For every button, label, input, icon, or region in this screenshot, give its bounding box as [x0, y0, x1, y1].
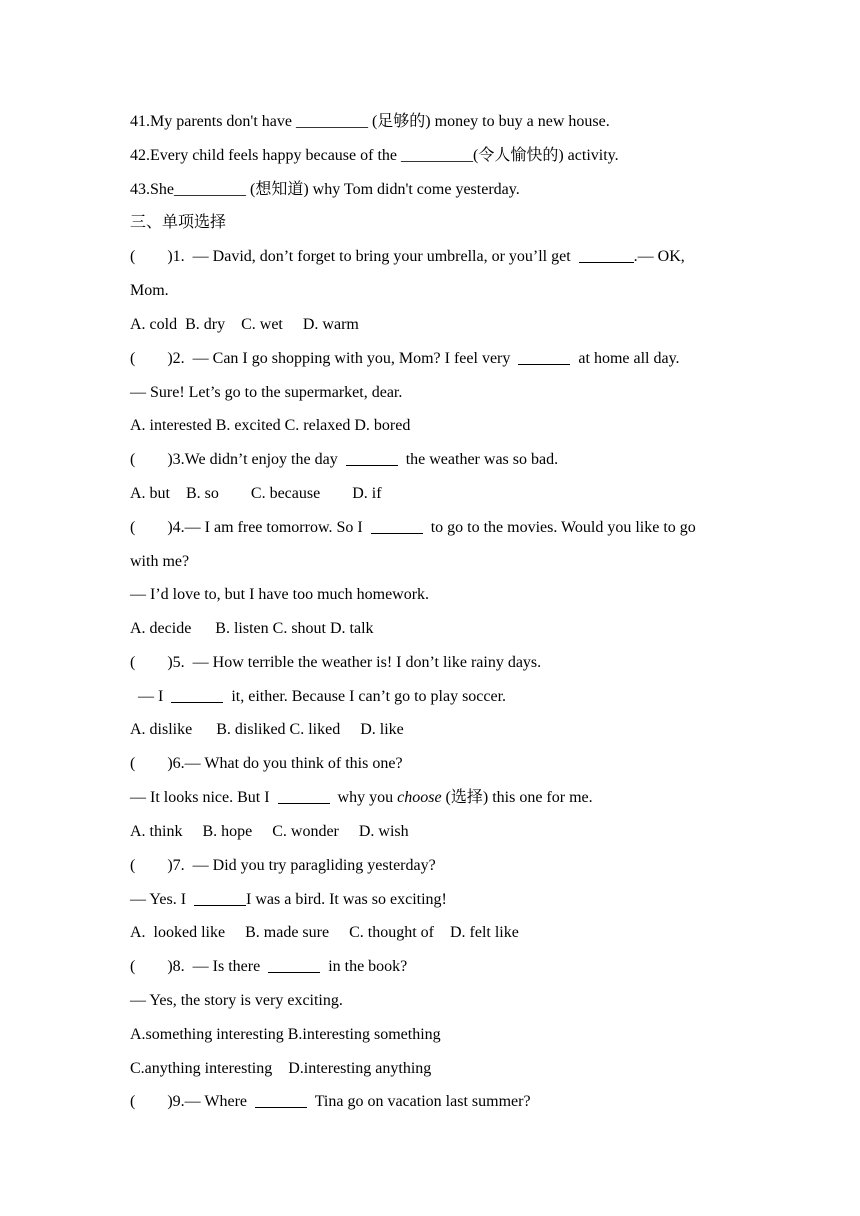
question-stem: We didn’t enjoy the day — [184, 451, 338, 468]
question-stem-end: Tina go on vacation last summer? — [314, 1093, 531, 1110]
answer-blank — [346, 449, 398, 466]
reply-end: I was a bird. It was so exciting! — [246, 891, 447, 908]
question-number: )5. — [167, 654, 185, 671]
question-stem: — David, don’t forget to bring your umbrella, or you’ll get — [192, 248, 571, 265]
question-stem: — Is there — [192, 958, 261, 975]
question-number: )7. — [167, 857, 185, 874]
answer-blank — [194, 889, 246, 906]
question-4 — [130, 517, 696, 539]
question-9 — [130, 1091, 531, 1113]
answer-blank — [518, 348, 570, 365]
question-stem-end: at home all day. — [578, 350, 680, 367]
question-number: )1. — [167, 248, 185, 265]
question-6 — [130, 753, 403, 775]
question-4-options: A. decide B. listen C. shout D. talk — [130, 620, 374, 637]
question-number: 41. — [130, 113, 150, 130]
question-stem-end: in the book? — [328, 958, 408, 975]
question-2-reply: — Sure! Let’s go to the supermarket, dear. — [130, 384, 403, 401]
italic-word: choose — [397, 789, 442, 806]
answer-blank — [579, 246, 634, 263]
fill-in-42 — [130, 145, 619, 167]
reply-end: (选择) this one for me. — [445, 789, 593, 806]
question-3 — [130, 449, 558, 471]
question-6-reply — [130, 787, 593, 809]
question-text: My parents don't have _________ (足够的) money to buy a new house. — [150, 113, 610, 130]
question-text: She_________ (想知道) why Tom didn't come yesterday. — [150, 181, 520, 198]
question-2-options: A. interested B. excited C. relaxed D. bored — [130, 417, 411, 434]
question-1 — [130, 246, 685, 268]
question-5-options: A. dislike B. disliked C. liked D. like — [130, 721, 404, 738]
question-8 — [130, 956, 407, 978]
question-8-options-a: A.something interesting B.interesting something — [130, 1026, 441, 1043]
question-number: )6. — [167, 755, 185, 772]
question-8-options-b: C.anything interesting D.interesting anything — [130, 1060, 432, 1077]
reply-end: it, either. Because I can’t go to play soccer. — [231, 688, 507, 705]
answer-paren: ( — [130, 755, 136, 772]
question-stem: — How terrible the weather is! I don’t like rainy days. — [192, 654, 542, 671]
question-number: )4. — [167, 519, 185, 536]
question-number: )3. — [167, 451, 185, 468]
answer-paren: ( — [130, 1093, 136, 1110]
question-stem: — I am free tomorrow. So I — [184, 519, 363, 536]
question-4-continued: with me? — [130, 553, 190, 570]
question-number: )9. — [167, 1093, 185, 1110]
answer-paren: ( — [130, 519, 136, 536]
answer-paren: ( — [130, 654, 136, 671]
question-3-options: A. but B. so C. because D. if — [130, 485, 382, 502]
question-6-options: A. think B. hope C. wonder D. wish — [130, 823, 409, 840]
question-stem: — Did you try paragliding yesterday? — [192, 857, 436, 874]
question-8-reply: — Yes, the story is very exciting. — [130, 992, 343, 1009]
answer-paren: ( — [130, 350, 136, 367]
question-1-options: A. cold B. dry C. wet D. warm — [130, 316, 359, 333]
answer-blank — [255, 1091, 307, 1108]
answer-blank — [171, 686, 223, 703]
question-1-continued: Mom. — [130, 282, 169, 299]
question-2 — [130, 348, 680, 370]
answer-paren: ( — [130, 248, 136, 265]
answer-paren: ( — [130, 857, 136, 874]
question-number: 42. — [130, 147, 150, 164]
question-stem: — What do you think of this one? — [184, 755, 403, 772]
question-stem: — Where — [184, 1093, 247, 1110]
reply-start: — I — [138, 688, 164, 705]
answer-blank — [278, 787, 330, 804]
question-stem-end: the weather was so bad. — [405, 451, 559, 468]
reply-mid: why you — [337, 789, 394, 806]
answer-paren: ( — [130, 958, 136, 975]
question-7 — [130, 855, 436, 877]
question-number: )2. — [167, 350, 185, 367]
fill-in-41 — [130, 111, 610, 133]
question-4-reply: — I’d love to, but I have too much homework. — [130, 586, 430, 603]
question-7-options: A. looked like B. made sure C. thought of D. felt like — [130, 924, 519, 941]
question-stem-end: to go to the movies. Would you like to go — [430, 519, 696, 536]
question-number: )8. — [167, 958, 185, 975]
answer-paren: ( — [130, 451, 136, 468]
question-text: Every child feels happy because of the _________(令人愉快的) activity. — [150, 147, 619, 164]
reply-start: — It looks nice. But I — [130, 789, 270, 806]
question-5 — [130, 652, 541, 674]
question-7-reply — [130, 889, 447, 911]
section-title: 三、单项选择 — [130, 214, 227, 231]
fill-in-43 — [130, 179, 520, 201]
answer-blank — [371, 517, 423, 534]
question-stem: — Can I go shopping with you, Mom? I feel very — [192, 350, 511, 367]
reply-start: — Yes. I — [130, 891, 187, 908]
answer-blank — [268, 956, 320, 973]
question-stem-end: .— OK, — [633, 248, 685, 265]
question-number: 43. — [130, 181, 150, 198]
question-5-reply — [130, 686, 506, 708]
